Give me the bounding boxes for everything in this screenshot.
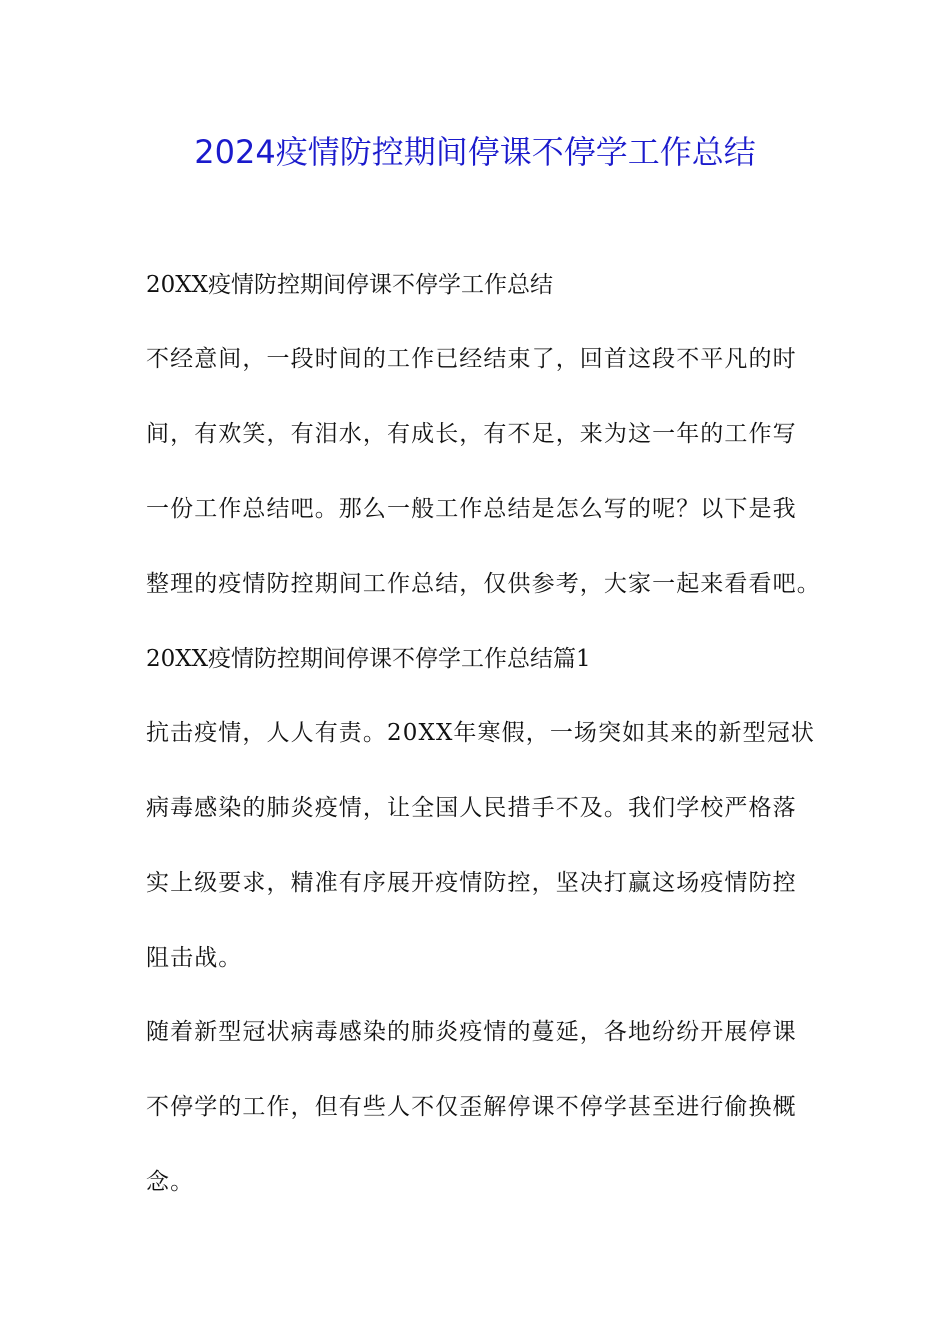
paragraph-line: 整理的疫情防控期间工作总结，仅供参考，大家一起来看看吧。 <box>146 571 821 597</box>
paragraph-line: 念。 <box>146 1169 195 1195</box>
section-heading: 20XX疫情防控期间停课不停学工作总结 <box>146 272 554 298</box>
paragraph-line: 不停学的工作，但有些人不仅歪解停课不停学甚至进行偷换概 <box>146 1094 797 1120</box>
paragraph-line: 实上级要求，精准有序展开疫情防控，坚决打赢这场疫情防控 <box>146 870 797 896</box>
document-title: 2024疫情防控期间停课不停学工作总结 <box>194 133 756 171</box>
paragraph-line: 随着新型冠状病毒感染的肺炎疫情的蔓延，各地纷纷开展停课 <box>146 1019 797 1045</box>
paragraph-line: 病毒感染的肺炎疫情，让全国人民措手不及。我们学校严格落 <box>146 795 797 821</box>
paragraph-line: 一份工作总结吧。那么一般工作总结是怎么写的呢？以下是我 <box>146 496 797 522</box>
paragraph-line: 间，有欢笑，有泪水，有成长，有不足，来为这一年的工作写 <box>146 421 797 447</box>
paragraph-line: 不经意间，一段时间的工作已经结束了，回首这段不平凡的时 <box>146 346 797 372</box>
paragraph-line: 抗击疫情，人人有责。20XX年寒假，一场突如其来的新型冠状 <box>146 720 815 746</box>
paragraph-line: 阻击战。 <box>146 945 243 971</box>
section-heading: 20XX疫情防控期间停课不停学工作总结篇1 <box>146 646 591 672</box>
